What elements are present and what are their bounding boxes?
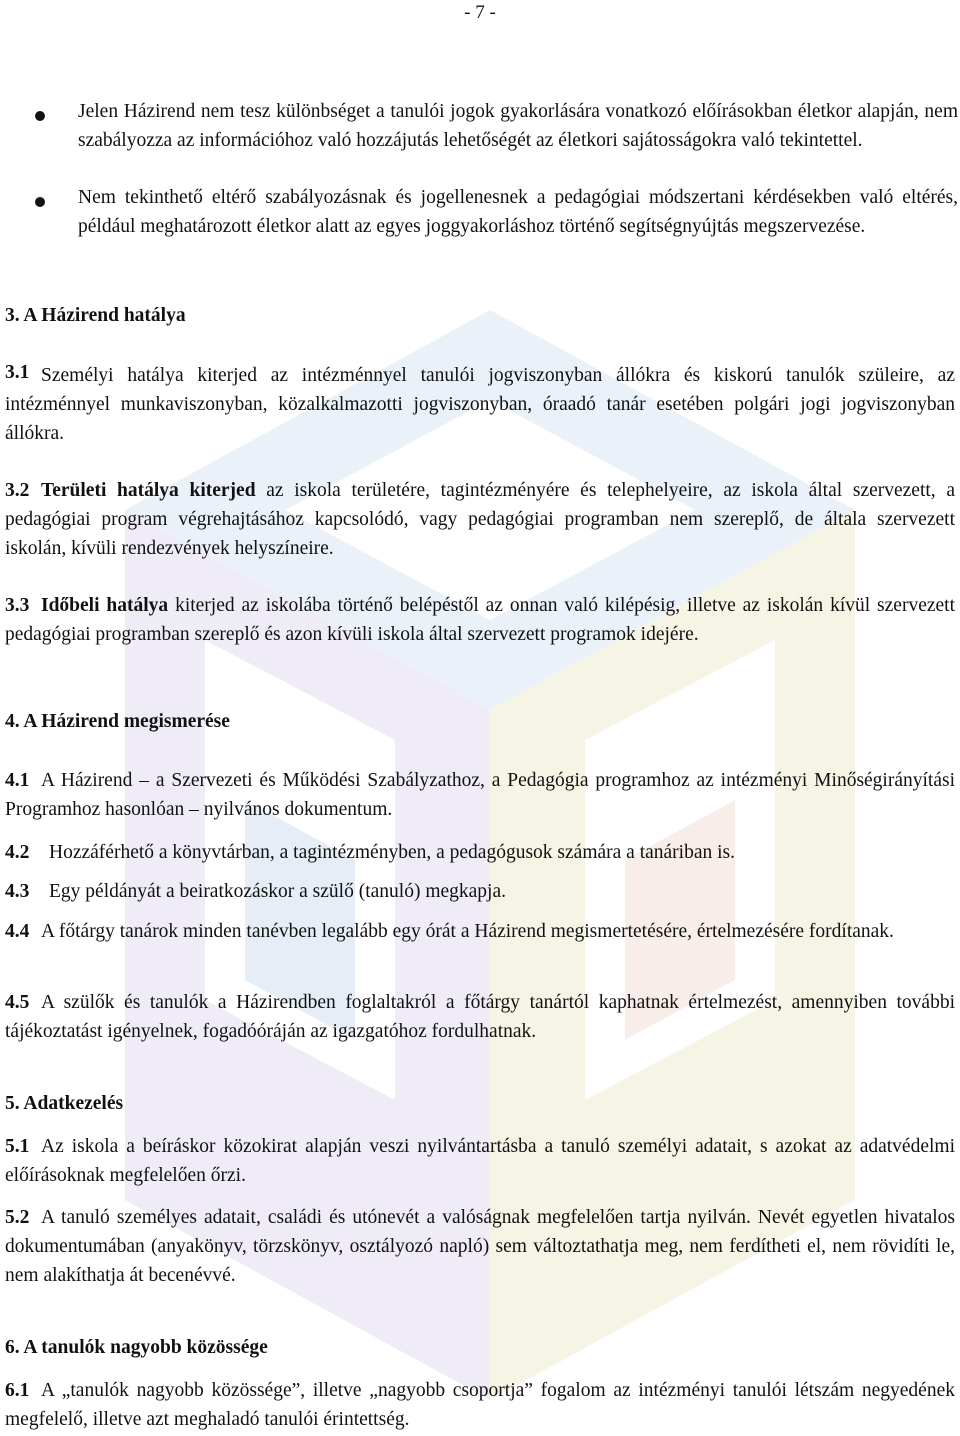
section-heading: 5. Adatkezelés bbox=[5, 1093, 124, 1114]
paragraph-text: A Házirend – a Szervezeti és Működési Szabályzathoz, a Pedagógia programhoz az intézményi Minőségirányítási Programhoz hasonlóan – nyilvános dokumentum. bbox=[5, 770, 955, 820]
paragraph-text: Hozzáférhető a könyvtárban, a tagintézményben, a pedagógusok számára a tanáriban is. bbox=[49, 842, 735, 863]
paragraph-number: 4.3 bbox=[5, 881, 30, 902]
paragraph-text: A főtárgy tanárok minden tanévben legalább egy órát a Házirend megismertetésére, értelmezésére fordítanak. bbox=[41, 921, 894, 942]
bullet-item: Jelen Házirend nem tesz különbséget a tanulói jogok gyakorlására vonatkozó előírásokban életkor alapján, nem szabályozza az információhoz való hozzájutás lehetőségét az életkori sajátosságokra való tekintettel. bbox=[78, 101, 958, 151]
paragraph-text: Az iskola a beíráskor közokirat alapján veszi nyilvántartásba a tanuló személyi adatait, s azokat az adatvédelmi előírásoknak megfelelően őrzi. bbox=[5, 1136, 955, 1186]
paragraph-text: A tanuló személyes adatait, családi és utónevét a valóságnak megfelelően tartja nyilván. Nevét egyetlen hivatalos dokumentumában (anyakönyv, törzskönyv, osztályozó napló) sem változtathatja meg, nem ferdítheti el, nem rövidíti le, nem alakíthatja át becenévvé. bbox=[5, 1207, 955, 1286]
section-heading: 3. A Házirend hatálya bbox=[5, 305, 186, 326]
paragraph-rest: az iskola területére, tagintézményére és telephelyeire, az iskola által szervezett, a pedagógiai program végrehajtásához kapcsolódó, vagy pedagógiai programban nem szereplő, de általa szervezett iskolán, kívüli rendezvények helyszíneire. bbox=[5, 480, 956, 559]
paragraph-bold-lead: Területi hatálya kiterjed bbox=[41, 480, 256, 501]
section-heading: 4. A Házirend megismerése bbox=[5, 711, 230, 732]
paragraph-number: 4.2 bbox=[5, 842, 30, 863]
bullet-item: Nem tekinthető eltérő szabályozásnak és jogellenesnek a pedagógiai módszertani kérdésekben való eltérés, például meghatározott életkor alatt az egyes joggyakorláshoz történő segítségnyújtás megszervezése. bbox=[78, 187, 958, 237]
paragraph-bold-lead: Időbeli hatálya bbox=[41, 595, 169, 616]
paragraph-number: 3.1 bbox=[5, 362, 30, 383]
paragraph-number: 3.3 bbox=[5, 595, 30, 616]
section-heading: 6. A tanulók nagyobb közössége bbox=[5, 1337, 268, 1358]
paragraph-text bbox=[5, 592, 955, 650]
paragraph-number: 4.1 bbox=[5, 770, 30, 791]
bullet-icon bbox=[35, 111, 45, 121]
paragraph-text: Személyi hatálya kiterjed az intézménnyel tanulói jogviszonyban állókra és kiskorú tanulók szüleire, az intézménnyel munkaviszonyban, közalkalmazotti jogviszonyban, óraadó tanár esetében polgári jogi jogviszonyban állókra. bbox=[5, 365, 955, 444]
paragraph-text: A „tanulók nagyobb közössége”, illetve „nagyobb csoportja” fogalom az intézményi tanulói létszám negyedének megfelelő, illetve azt meghaladó tanulói érintettség. bbox=[5, 1380, 955, 1430]
paragraph-text: A szülők és tanulók a Házirendben foglaltakról a főtárgy tanártól kaphatnak értelmezést, amennyiben további tájékoztatást igényelnek, fogadóóráján az igazgatóhoz fordulhatnak. bbox=[5, 992, 955, 1042]
paragraph-text bbox=[5, 477, 955, 563]
paragraph-number: 5.2 bbox=[5, 1207, 30, 1228]
paragraph-number: 5.1 bbox=[5, 1136, 30, 1157]
paragraph-number: 3.2 bbox=[5, 480, 30, 501]
paragraph-number: 6.1 bbox=[5, 1380, 30, 1401]
page-number: - 7 - bbox=[464, 2, 496, 23]
paragraph-number: 4.5 bbox=[5, 992, 30, 1013]
paragraph-number: 4.4 bbox=[5, 921, 30, 942]
paragraph-rest: kiterjed az iskolába történő belépéstől az onnan való kilépésig, illetve az iskolán kívül szervezett pedagógiai programban szereplő és azon kívüli iskola által szervezett programok idejére. bbox=[5, 595, 955, 645]
bullet-icon bbox=[35, 197, 45, 207]
paragraph-text: Egy példányát a beiratkozáskor a szülő (tanuló) megkapja. bbox=[49, 881, 506, 902]
